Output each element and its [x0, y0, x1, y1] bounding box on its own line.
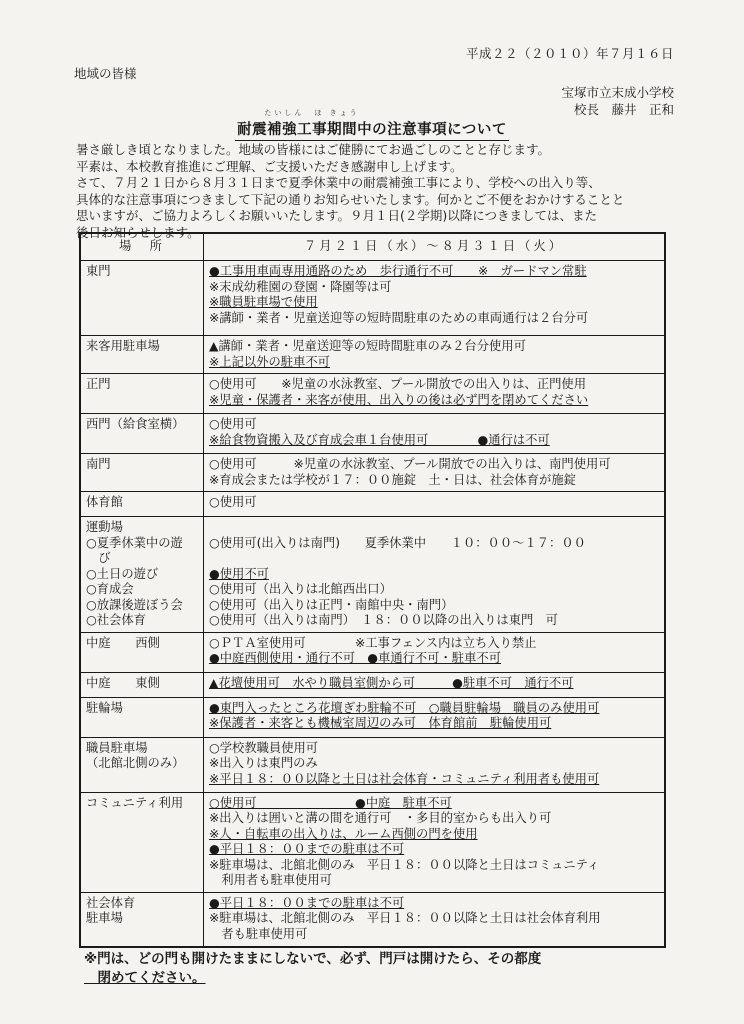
- detail-cell: [204, 517, 666, 633]
- detail-line: ※駐車場は、北館北側のみ 平日１８：００以降と土日はコミュニティ: [209, 857, 600, 872]
- detail-cell: [204, 492, 666, 517]
- detail-line: ※講師・業者・児童送迎等の短時間駐車のための車両通行は２台分可: [209, 310, 589, 325]
- place-label: 職員駐車場: [86, 740, 148, 755]
- place-cell: [80, 792, 204, 892]
- place-label: 運動場: [86, 520, 123, 534]
- place-label: 中庭 東側: [86, 675, 160, 690]
- place-label: （北館北側のみ）: [86, 756, 185, 770]
- detail-line: ▲講師・業者・児童送迎等の短時間駐車のみ２台分使用可: [209, 339, 526, 353]
- detail-line: ※育成会または学校が１７：００施錠 土・日は、社会体育が施錠: [209, 472, 576, 487]
- addressee: 地域の皆様: [74, 66, 137, 81]
- place-label: ○社会体育: [86, 613, 146, 627]
- detail-line: ●工事用車両専用通路のため 歩行通行不可 ※ ガードマン常駐: [209, 264, 587, 278]
- detail-line: ※出入りは東門のみ: [209, 756, 318, 770]
- place-label: コミュニティ利用: [86, 795, 184, 810]
- detail-line: [209, 520, 659, 536]
- detail-line: ○使用可 ※児童の水泳教室、プール開放での出入りは、正門使用: [209, 377, 587, 391]
- place-label: 駐車場: [86, 911, 123, 925]
- place-label: ○土日の遊び: [86, 566, 159, 581]
- detail-line: ●使用不可: [209, 566, 269, 581]
- detail-cell: [204, 336, 666, 374]
- footer-line: 閉めてください。: [84, 970, 206, 986]
- table-row: [80, 892, 665, 947]
- detail-line: ※末成幼稚園の登園・降園等は可: [209, 279, 392, 294]
- place-label: 東門: [86, 264, 111, 278]
- issue-date: 平成２２（２０１０）年７月１６日: [465, 46, 674, 61]
- schedule-body: [80, 261, 665, 948]
- detail-line: ※職員駐車場で使用: [209, 295, 318, 309]
- intro-line: 暑さ厳しき頃となりました。地域の皆様にはご健勝にてお過ごしのことと存じます。: [76, 142, 551, 157]
- school-name: 宝塚市立末成小学校: [561, 85, 674, 100]
- detail-line: ●中庭西側使用・通行不可 ●車通行不可・駐車不可: [209, 651, 501, 665]
- detail-line: ○使用可: [209, 495, 257, 509]
- place-label: 西門（給食室横）: [86, 417, 185, 431]
- detail-cell: [204, 737, 666, 792]
- place-label: 正門: [86, 377, 111, 391]
- detail-line: ●平日１８：００までの駐車は不可: [209, 895, 405, 910]
- table-header-row: [80, 233, 665, 261]
- place-cell: [80, 517, 204, 633]
- detail-line: ※平日１８：００以降と土日は社会体育・コミュニティ利用者も使用可: [209, 771, 600, 786]
- detail-cell: [204, 697, 666, 737]
- detail-line: 利用者も駐車使用可: [209, 873, 332, 887]
- header-place: 場 所: [80, 233, 204, 261]
- detail-cell: [204, 261, 666, 336]
- header-period: ７月２１日（水）～８月３１日（火）: [204, 233, 666, 261]
- detail-cell: [204, 672, 666, 697]
- table-row: [80, 374, 665, 414]
- intro-line: 思いますが、ご協力よろしくお願いいたします。９月１日(２学期)以降につきましては、また: [76, 208, 598, 223]
- place-label: ○夏季休業中の遊: [86, 535, 183, 550]
- detail-line: ○使用可 ●中庭 駐車不可: [209, 795, 452, 810]
- footer-note: [84, 950, 541, 988]
- detail-line: ※人・自転車の出入りは、ルーム西側の門を使用: [209, 826, 478, 841]
- place-cell: [80, 261, 204, 336]
- detail-line: ※給食物資搬入及び育成会車１台使用可 ●通行は不可: [209, 432, 550, 447]
- place-cell: [80, 374, 204, 414]
- place-cell: [80, 336, 204, 374]
- detail-line: [209, 551, 659, 567]
- place-label: ○育成会: [86, 582, 134, 596]
- table-row: [80, 336, 665, 374]
- table-row: [80, 517, 665, 633]
- table-row: [80, 261, 665, 336]
- intro-line: 具体的な注意事項につきまして下記の通りお知らせいたします。何かとご不便をおかけすることと: [76, 191, 625, 207]
- detail-line: 者も駐車使用可: [209, 926, 308, 941]
- detail-line: ●東門入ったところ花壇ぎわ駐輪不可 ○職員駐輪場 職員のみ使用可: [209, 700, 600, 715]
- detail-line: ▲花壇使用可 水やり職員室側から可 ●駐車不可 通行不可: [209, 675, 574, 690]
- place-cell: [80, 414, 204, 454]
- intro-line: さて、７月２１日から８月３１日まで夏季休業中の耐震補強工事により、学校への出入り等、: [76, 175, 601, 190]
- schedule-table: [79, 232, 666, 948]
- detail-line: ○使用可（出入りは正門・南館中央・南門）: [209, 597, 454, 612]
- title-ruby: たいしん ほ きょう: [264, 109, 360, 117]
- detail-cell: [204, 374, 666, 414]
- detail-line: ●平日１８：００までの駐車は不可: [209, 842, 405, 856]
- detail-line: ○使用可: [209, 417, 257, 431]
- principal-name: 校長 藤井 正和: [573, 102, 674, 117]
- place-label: 南門: [86, 457, 111, 471]
- detail-line: ○使用可 ※児童の水泳教室、プール開放での出入りは、南門使用可: [209, 457, 611, 471]
- document-title: 耐震補強工事期間中の注意事項について: [235, 118, 509, 141]
- detail-line: ○使用可（出入りは北館西出口）: [209, 582, 392, 596]
- place-label: 駐輪場: [86, 700, 123, 715]
- detail-line: ※上記以外の駐車不可: [209, 354, 330, 369]
- place-label: び: [86, 551, 111, 565]
- detail-line: ○使用可（出入りは南門） １８：００以降の出入りは東門 可: [209, 613, 558, 627]
- detail-cell: [204, 632, 666, 672]
- detail-line: ※保護者・来客とも機械室周辺のみ可 体育館前 駐輪使用可: [209, 716, 552, 730]
- detail-cell: [204, 892, 666, 947]
- detail-cell: [204, 792, 666, 892]
- place-label: 来客用駐車場: [86, 339, 160, 353]
- detail-cell: [204, 454, 666, 492]
- detail-line: ○ＰＴＡ室使用可 ※工事フェンス内は立ち入り禁止: [209, 635, 537, 650]
- intro-text: [76, 142, 666, 241]
- place-cell: [80, 892, 204, 947]
- place-label: 中庭 西側: [86, 635, 160, 650]
- title-block: [0, 108, 744, 141]
- intro-line: 後日お知らせします。: [76, 224, 200, 240]
- place-cell: [80, 454, 204, 492]
- table-row: [80, 632, 665, 672]
- detail-line: ※駐車場は、北館北側のみ 平日１８：００以降と土日は社会体育利用: [209, 911, 601, 925]
- table-row: [80, 697, 665, 737]
- place-cell: [80, 492, 204, 517]
- place-cell: [80, 632, 204, 672]
- table-row: [80, 414, 665, 454]
- place-cell: [80, 697, 204, 737]
- detail-line: ※出入りは囲いと溝の間を通行可 ・多目的室からも出入り可: [209, 811, 552, 825]
- table-row: [80, 454, 665, 492]
- table-row: [80, 792, 665, 892]
- detail-line: ○使用可(出入りは南門) 夏季休業中 １０：００～１７：００: [209, 535, 586, 550]
- detail-line: ○学校教職員使用可: [209, 740, 319, 755]
- table-row: [80, 672, 665, 697]
- intro-line: 平素は、本校教育推進にご理解、ご支援いただき感謝申し上げます。: [76, 158, 463, 174]
- detail-cell: [204, 414, 666, 454]
- place-cell: [80, 737, 204, 792]
- footer-line: ※門は、どの門も開けたままにしないで、必ず、門戸は開けたら、その都度: [84, 951, 542, 967]
- place-label: ○放課後遊ぼう会: [86, 597, 183, 612]
- table-row: [80, 492, 665, 517]
- place-cell: [80, 672, 204, 697]
- table-row: [80, 737, 665, 792]
- place-label: 体育館: [86, 495, 123, 509]
- place-label: 社会体育: [86, 895, 136, 910]
- detail-line: ※児童・保護者・来客が使用、出入りの後は必ず門を閉めてください: [209, 392, 589, 407]
